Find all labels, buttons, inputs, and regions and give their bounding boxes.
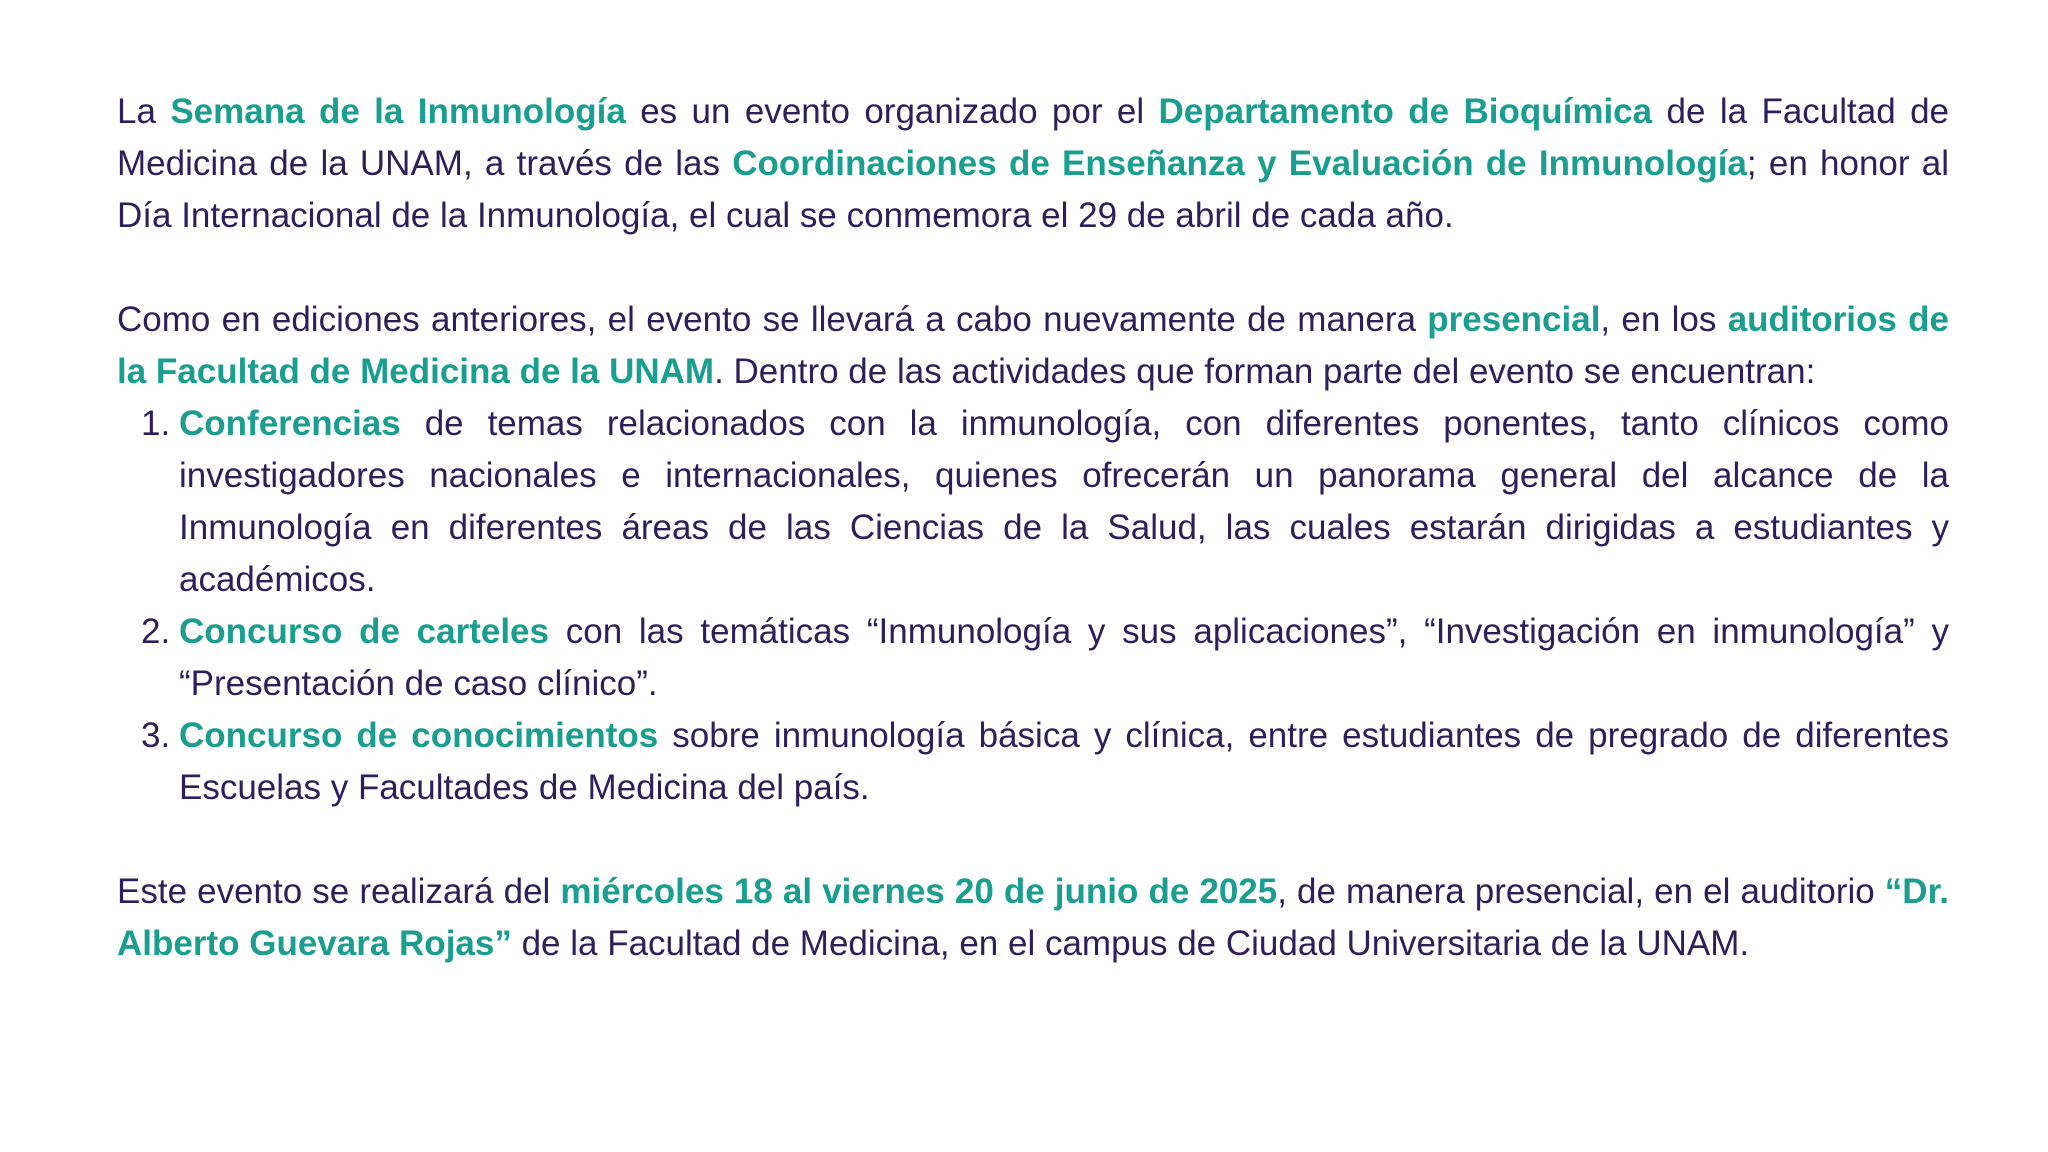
coordinations-highlight: Coordinaciones de Enseñanza y Evaluación de Inmunología — [732, 144, 1747, 183]
intro-text-2: es un evento organizado por el — [625, 92, 1159, 131]
list-item-highlight: Conferencias — [179, 404, 401, 443]
auditorios-highlight: auditorios de la Facultad de Medicina de la UNAM — [117, 300, 1949, 391]
format-text-1: Como en ediciones anteriores, el evento se llevará a cabo nuevamente de manera — [117, 300, 1428, 339]
dates-text-2: , de manera presencial, en el auditorio — [1277, 872, 1885, 911]
format-paragraph — [117, 294, 1949, 398]
intro-text-3: de la Facultad de Medicina de la UNAM, a través de las — [117, 92, 1950, 183]
list-item-text: sobre inmunología básica y clínica, entre estudiantes de pregrado de diferentes Escuelas y Facultades de Medicina del país. — [179, 716, 1949, 807]
dates-highlight: miércoles 18 al viernes 20 de junio de 2025 — [560, 872, 1278, 911]
list-item-highlight: Concurso de conocimientos — [179, 716, 659, 755]
dates-text-1: Este evento se realizará del — [117, 872, 561, 911]
dates-paragraph — [117, 866, 1949, 970]
list-item-text: con las temáticas “Inmunología y sus aplicaciones”, “Investigación en inmunología” y “Presentación de caso clínico”. — [179, 612, 1950, 703]
list-item-text: de temas relacionados con la inmunología, con diferentes ponentes, tanto clínicos como investigadores nacionales e internacionales, quienes ofrecerán un panorama general del alcance de la Inmunología en diferentes áreas de las Ciencias de la Salud, las cuales estarán dirigidas a estudiantes y académicos. — [179, 404, 1949, 599]
paragraph-spacer — [117, 814, 1949, 866]
intro-paragraph — [117, 86, 1949, 242]
format-text-3: . Dentro de las actividades que forman parte del evento se encuentran: — [714, 352, 1816, 391]
activities-list — [117, 398, 1949, 814]
presencial-highlight: presencial — [1427, 300, 1601, 339]
format-text-2: , en los — [1600, 300, 1728, 339]
list-item-number: 2. — [141, 612, 171, 651]
dates-text-3: de la Facultad de Medicina, en el campus de Ciudad Universitaria de la UNAM. — [511, 924, 1750, 963]
list-item-number: 1. — [141, 404, 171, 443]
list-item-highlight: Concurso de carteles — [179, 612, 549, 651]
list-item — [117, 606, 1949, 710]
list-item — [117, 398, 1949, 606]
intro-text-4: ; en honor al Día Internacional de la Inmunología, el cual se conmemora el 29 de abril de cada año. — [117, 144, 1949, 235]
list-item — [117, 710, 1949, 814]
paragraph-spacer — [117, 242, 1949, 294]
event-name-highlight: Semana de la Inmunología — [170, 92, 626, 131]
auditorium-name-highlight: “Dr. Alberto Guevara Rojas” — [117, 872, 1949, 963]
list-item-number: 3. — [141, 716, 171, 755]
department-highlight: Departamento de Bioquímica — [1158, 92, 1653, 131]
document-body — [117, 86, 1949, 970]
intro-text-1: La — [117, 92, 171, 131]
